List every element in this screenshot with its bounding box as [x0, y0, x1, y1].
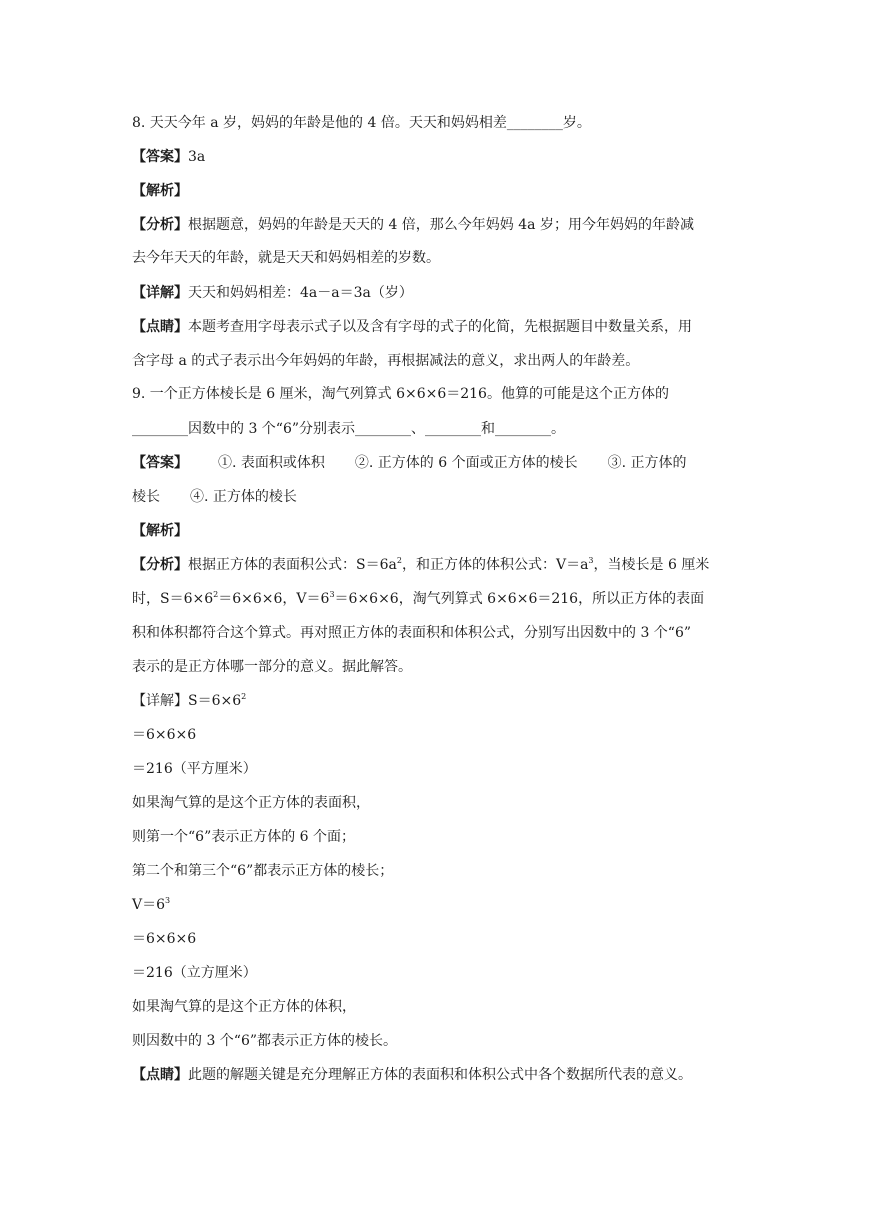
exponent: 2 [213, 590, 219, 599]
fenxi-text-c: ＝6×6×6，淘气列算式 6×6×6＝216，所以正方体的表面 [334, 591, 705, 607]
q9-xiangjie-line9: ＝216（立方厘米） [132, 965, 257, 981]
answer-2: ②. 正方体的 6 个面或正方体的棱长 [354, 455, 578, 471]
q9-answer-line1 [132, 453, 752, 473]
fenxi-tag: 【分析】 [132, 217, 188, 233]
xiangjie-tag: 【详解】 [132, 285, 188, 301]
fenxi-text-b: ＝6×6×6，V＝6 [218, 591, 330, 607]
q9-fenxi-line4: 表示的是正方体哪一部分的意义。据此解答。 [132, 659, 412, 675]
q9-xiangjie-line3: ＝216（平方厘米） [132, 761, 257, 777]
q8-dianjing-line2: 含字母 a 的式子表示出今年妈妈的年龄，再根据减法的意义，求出两人的年龄差。 [132, 353, 640, 369]
dianjing-tag: 【点睛】 [132, 1067, 188, 1083]
q9-fenxi-line1 [132, 555, 752, 575]
q8-analysis-heading: 【解析】 [132, 183, 188, 199]
q8-answer [132, 147, 752, 167]
q9-fenxi-line2 [132, 589, 752, 609]
answer-3: ③. 正方体的 [607, 455, 687, 471]
q9-xiangjie-line6: 第二个和第三个“6”都表示正方体的棱长； [132, 863, 394, 879]
answer-value: 3a [188, 149, 206, 165]
q9-question-line1: 9. 一个正方体棱长是 6 厘米，淘气列算式 6×6×6＝216。他算的可能是这个正方体的 [132, 386, 669, 402]
fenxi-text-a: 根据正方体的表面积公式：S＝6a [188, 557, 397, 573]
exponent: 3 [165, 896, 171, 905]
q9-dianjing [132, 1065, 752, 1085]
xiangjie-text: 天天和妈妈相差：4a－a＝3a（岁） [188, 285, 413, 301]
q9-xiangjie-line11: 则因数中的 3 个“6”都表示正方体的棱长。 [132, 1033, 398, 1049]
q8-fenxi-line1 [132, 215, 752, 235]
xiangjie-text: V＝6 [132, 897, 166, 913]
dianjing-text: 此题的解题关键是充分理解正方体的表面积和体积公式中各个数据所代表的意义。 [188, 1067, 692, 1083]
q8-dianjing-line1 [132, 317, 752, 337]
fenxi-text-c: ，当棱长是 6 厘米 [593, 557, 710, 573]
exponent: 2 [396, 556, 402, 565]
q9-xiangjie-line7 [132, 895, 752, 915]
q9-xiangjie-line5: 则第一个“6”表示正方体的 6 个面； [132, 829, 356, 845]
q9-fenxi-line3: 积和体积都符合这个算式。再对照正方体的表面积和体积公式，分别写出因数中的 3 个“6” [132, 625, 692, 641]
q9-xiangjie-line8: ＝6×6×6 [132, 931, 197, 947]
answer-tag: 【答案】 [132, 455, 188, 471]
q9-xiangjie-line2: ＝6×6×6 [132, 727, 197, 743]
fenxi-tag: 【分析】 [132, 557, 188, 573]
fenxi-text: 根据题意，妈妈的年龄是天天的 4 倍，那么今年妈妈 4a 岁；用今年妈妈的年龄减 [188, 217, 694, 233]
q9-answer-line2 [132, 487, 752, 507]
answer-tag: 【答案】 [132, 149, 188, 165]
q9-analysis-heading: 【解析】 [132, 523, 188, 539]
q8-fenxi-line2: 去今年天天的年龄，就是天天和妈妈相差的岁数。 [132, 250, 440, 266]
answer-3-cont: 棱长 [132, 489, 160, 505]
q9-xiangjie-line4: 如果淘气算的是这个正方体的表面积， [132, 795, 370, 811]
exponent: 3 [588, 556, 594, 565]
dianjing-text: 本题考查用字母表示式子以及含有字母的式子的化简，先根据题目中数量关系，用 [188, 319, 692, 335]
xiangjie-tag: 【详解】 [132, 693, 188, 709]
q8-question: 8. 天天今年 a 岁，妈妈的年龄是他的 4 倍。天天和妈妈相差________岁。 [132, 115, 591, 131]
xiangjie-text: S＝6×6 [188, 693, 242, 709]
q8-xiangjie [132, 283, 752, 303]
q9-xiangjie-line1 [132, 691, 752, 711]
answer-4: ④. 正方体的棱长 [190, 489, 297, 505]
fenxi-text-b: ，和正方体的体积公式：V＝a [401, 557, 589, 573]
q9-question-line2: ________因数中的 3 个“6”分别表示________、________和________。 [132, 421, 566, 437]
dianjing-tag: 【点睛】 [132, 319, 188, 335]
fenxi-text-a: 时，S＝6×6 [132, 591, 214, 607]
answer-1: ①. 表面积或体积 [218, 455, 325, 471]
q9-xiangjie-line10: 如果淘气算的是这个正方体的体积， [132, 999, 356, 1015]
exponent: 2 [241, 692, 247, 701]
exponent: 3 [329, 590, 335, 599]
